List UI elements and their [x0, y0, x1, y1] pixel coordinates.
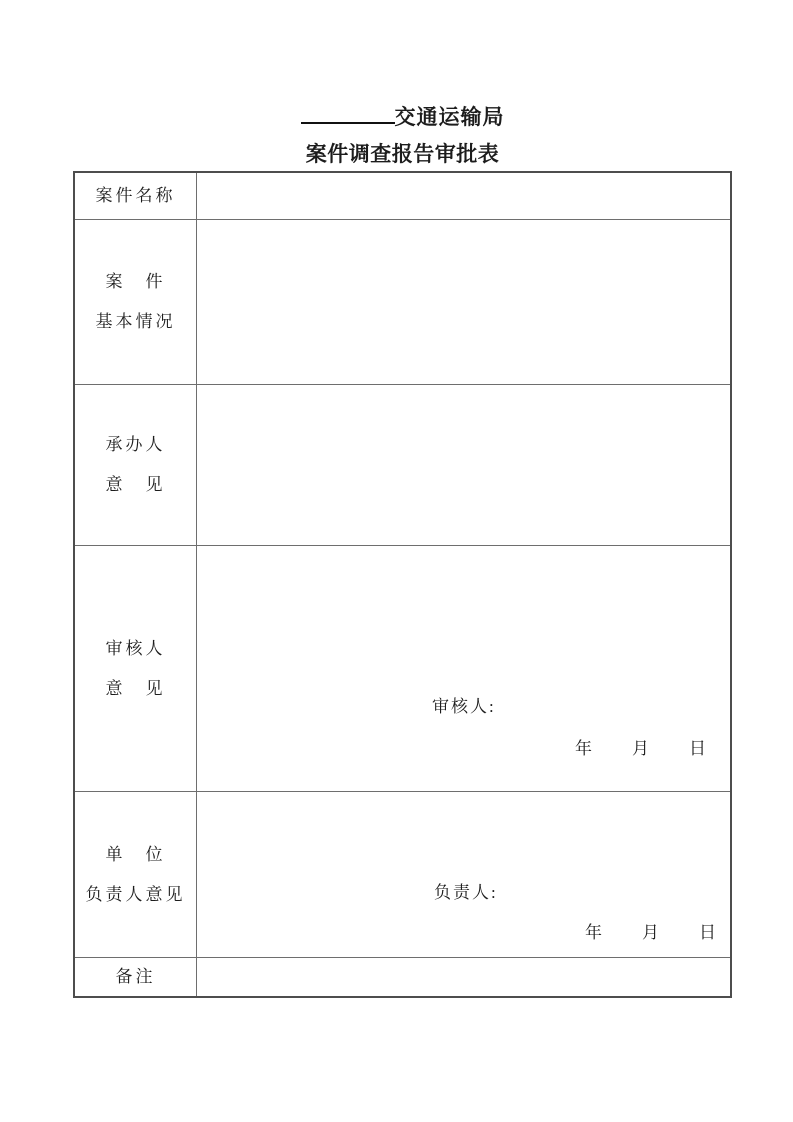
org-name-blank-underline[interactable]: [301, 104, 395, 124]
reviewer-opinion-label-line1: 审核人: [105, 638, 166, 658]
title-org-line: [73, 104, 732, 130]
case-basic-info-input-cell[interactable]: [197, 220, 730, 384]
row-case-basic-info: [75, 219, 730, 384]
case-name-label: [75, 173, 197, 219]
remarks-label: [75, 958, 197, 996]
case-basic-info-label-line2: 基本情况: [95, 312, 176, 331]
case-basic-info-label-line1: 案 件: [105, 272, 166, 291]
handler-opinion-input-cell[interactable]: [197, 385, 730, 545]
case-name-input-cell[interactable]: [197, 173, 730, 219]
unit-leader-opinion-input-cell[interactable]: [197, 792, 730, 957]
form-title: 案件调查报告审批表: [305, 142, 500, 166]
case-name-label-text: 案件名称: [95, 186, 176, 205]
approval-table: [73, 171, 732, 998]
remarks-label-text: 备注: [115, 967, 156, 986]
remarks-input-cell[interactable]: [197, 958, 730, 996]
unit-leader-opinion-label-line1: 单 位: [105, 844, 166, 864]
row-reviewer-opinion: [75, 545, 730, 791]
row-case-name: [75, 173, 730, 219]
reviewer-opinion-label-line2: 意 见: [105, 678, 166, 698]
reviewer-opinion-input-cell[interactable]: [197, 546, 730, 791]
leader-signature-label: 负责人:: [434, 883, 498, 902]
unit-leader-opinion-label-line2: 负责人意见: [85, 884, 186, 904]
case-basic-info-label: [75, 220, 197, 384]
row-handler-opinion: [75, 384, 730, 545]
row-remarks: [75, 957, 730, 996]
reviewer-opinion-label: [75, 546, 197, 791]
handler-opinion-label-line2: 意 见: [105, 475, 166, 494]
unit-leader-opinion-label: [75, 792, 197, 957]
handler-opinion-label: [75, 385, 197, 545]
handler-opinion-label-line1: 承办人: [105, 435, 166, 454]
reviewer-date-label: 年 月 日: [575, 739, 708, 758]
reviewer-signature-label: 审核人:: [432, 697, 496, 716]
org-name: 交通运输局: [394, 105, 505, 129]
row-unit-leader-opinion: [75, 791, 730, 957]
leader-date-label: 年 月 日: [585, 923, 718, 942]
